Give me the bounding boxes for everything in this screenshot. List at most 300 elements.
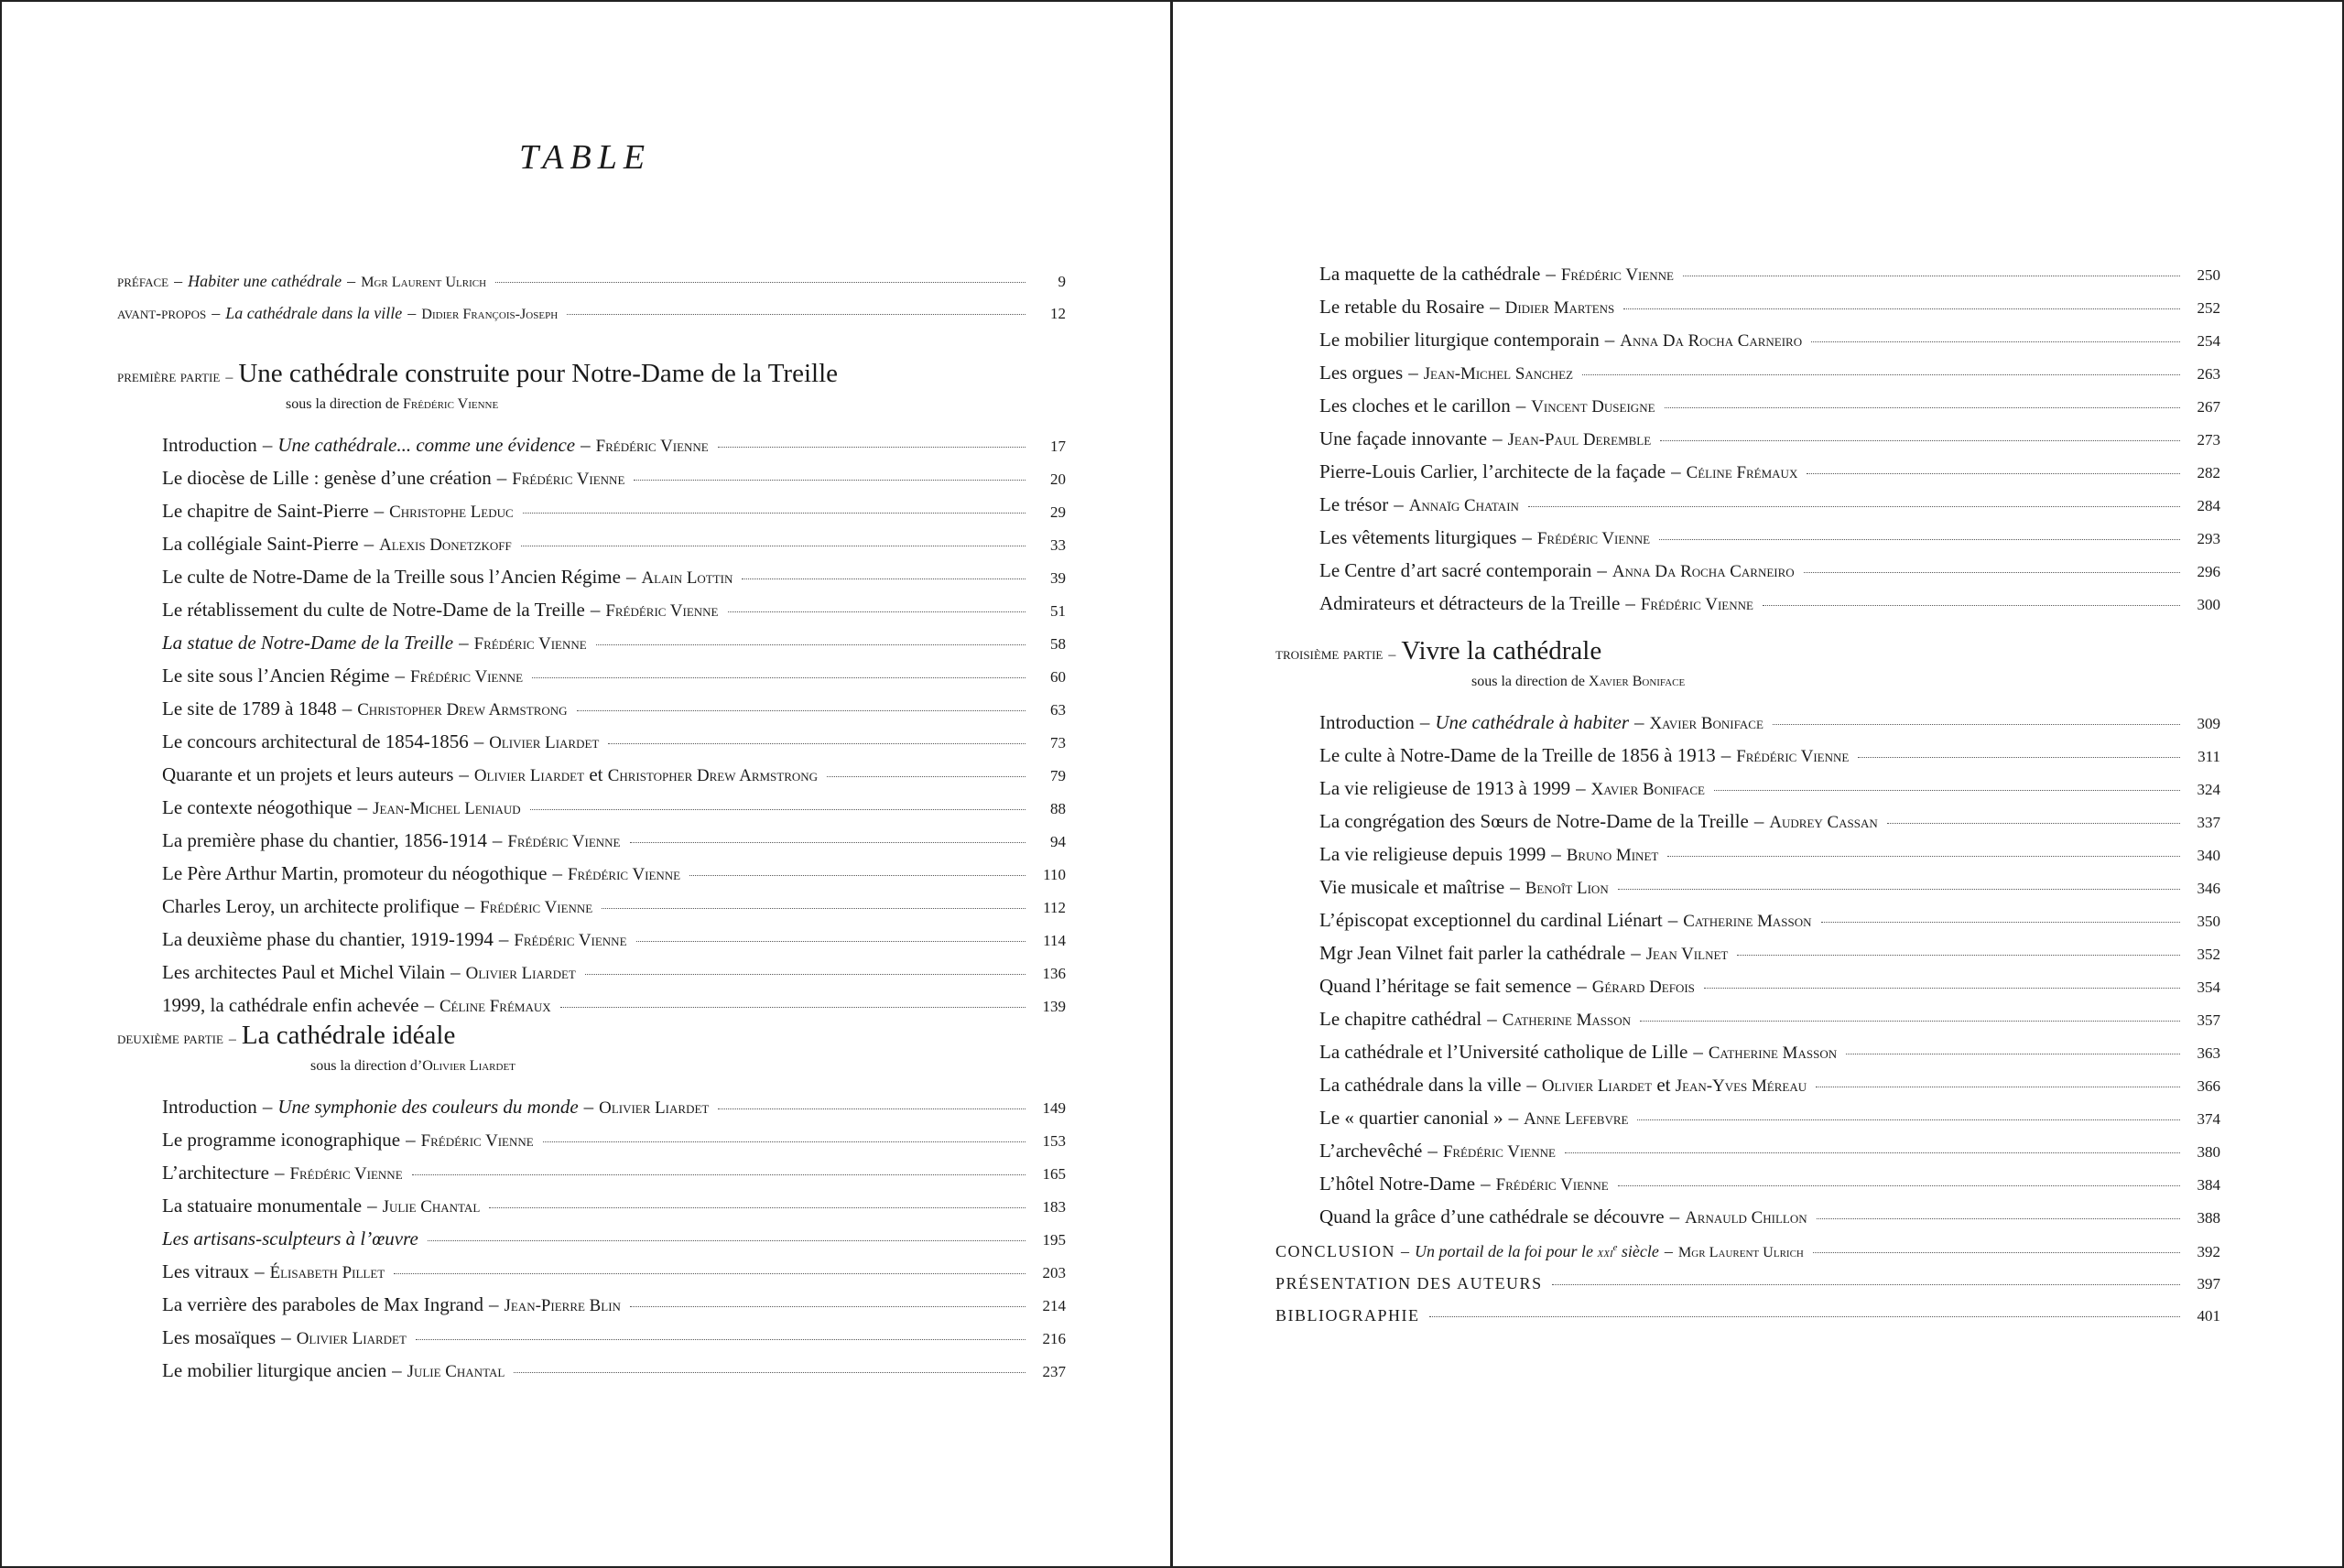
toc-entry[interactable]	[1319, 773, 2220, 806]
toc-entry[interactable]	[162, 726, 1066, 759]
entry-author: Frédéric Vienne	[595, 437, 709, 456]
toc-entry[interactable]	[162, 792, 1066, 825]
em-dash: –	[1669, 1206, 1680, 1227]
em-dash: –	[212, 304, 221, 322]
dot-leader	[1623, 308, 2180, 309]
dot-leader	[1858, 757, 2180, 758]
toc-entry[interactable]	[1319, 1168, 2220, 1201]
toc-entry[interactable]	[1319, 838, 2220, 871]
toc-entry[interactable]	[162, 759, 1066, 792]
dot-leader	[577, 710, 1026, 711]
entry-author: Frédéric Vienne	[473, 634, 587, 654]
entry-text	[162, 429, 709, 462]
entry-text	[1275, 1300, 1420, 1331]
dot-leader	[1660, 440, 2180, 441]
page-number: 366	[2197, 1077, 2220, 1095]
toc-entry[interactable]	[162, 989, 1066, 1022]
entry-text	[162, 759, 818, 792]
entry-text	[162, 891, 592, 924]
em-dash: –	[552, 862, 562, 884]
page-title: TABLE	[518, 138, 652, 177]
dot-leader	[596, 644, 1026, 645]
entry-author: Frédéric Vienne	[567, 865, 681, 884]
left-page	[0, 0, 1170, 1568]
toc-entry[interactable]	[1319, 970, 2220, 1003]
em-dash: –	[374, 500, 385, 522]
page-number: 392	[2197, 1243, 2220, 1260]
dot-leader	[1817, 1218, 2180, 1219]
em-dash: –	[1427, 1140, 1438, 1162]
entry-author: Frédéric Vienne	[605, 601, 719, 621]
em-dash: –	[1394, 493, 1404, 515]
dot-leader	[634, 480, 1026, 481]
toc-entry[interactable]	[1319, 937, 2220, 970]
em-dash: –	[1492, 427, 1503, 449]
page-number: 136	[1042, 965, 1066, 982]
toc-entry[interactable]	[1319, 1003, 2220, 1036]
em-dash: –	[1753, 810, 1764, 832]
entry-author: Xavier Boniface	[1590, 780, 1705, 799]
toc-entry[interactable]	[1319, 1135, 2220, 1168]
entry-title: 1999, la cathédrale enfin achevée	[162, 994, 419, 1016]
page-number: 282	[2197, 464, 2220, 481]
entry-text	[162, 528, 512, 561]
entry-title: Le chapitre de Saint-Pierre	[162, 500, 369, 522]
entry-text	[1319, 357, 1573, 390]
part-label: première partie	[117, 367, 221, 385]
century-suffix: e	[1612, 1242, 1618, 1253]
entry-list	[162, 429, 1066, 1022]
entry-title: La deuxième phase du chantier, 1919-1994	[162, 928, 494, 950]
entry-text	[1319, 291, 1614, 324]
em-dash: –	[581, 434, 591, 456]
dot-leader	[394, 1273, 1026, 1274]
entry-text	[1319, 1069, 1807, 1102]
entry-label: CONCLUSION	[1275, 1242, 1396, 1260]
em-dash: –	[459, 632, 469, 654]
entry-title: Admirateurs et détracteurs de la Treille	[1319, 592, 1621, 614]
page-number: 60	[1050, 668, 1066, 686]
dot-leader	[1618, 1185, 2180, 1186]
toc-entry[interactable]	[1319, 904, 2220, 937]
entry-title: Les artisans-sculpteurs à l’œuvre	[162, 1227, 418, 1249]
entry-title: Le culte à Notre-Dame de la Treille de 1856 à 1913	[1319, 744, 1716, 766]
entry-author: Anna Da Rocha Carneiro	[1620, 331, 1803, 351]
entry-title: Quarante et un projets et leurs auteurs	[162, 763, 454, 785]
editor-prefix: sous la direction de	[1471, 674, 1585, 689]
em-dash: –	[498, 928, 509, 950]
em-dash: –	[395, 665, 405, 687]
em-dash: –	[275, 1162, 285, 1184]
entry-title: L’archevêché	[1319, 1140, 1423, 1162]
entry-subtitle: La cathédrale dans la ville	[225, 304, 403, 322]
entry-text	[1319, 258, 1674, 291]
entry-author: Gérard Defois	[1591, 978, 1695, 997]
toc-entry[interactable]	[1319, 1069, 2220, 1102]
entry-text	[1319, 1135, 1556, 1168]
em-dash: –	[1693, 1041, 1703, 1063]
page-number: 380	[2197, 1143, 2220, 1161]
dot-leader	[1659, 539, 2180, 540]
toc-entry[interactable]	[162, 495, 1066, 528]
em-dash: –	[464, 895, 475, 917]
toc-entry[interactable]	[1319, 707, 2220, 740]
dot-leader	[1807, 473, 2180, 474]
entry-text	[162, 989, 551, 1022]
page-number: 29	[1050, 503, 1066, 521]
dot-leader	[1582, 374, 2180, 375]
entry-title: Le mobilier liturgique contemporain	[1319, 329, 1600, 351]
page-number: 267	[2197, 398, 2220, 416]
em-dash: –	[364, 533, 374, 555]
entry-title: Introduction	[162, 1096, 257, 1118]
entry-title: Le culte de Notre-Dame de la Treille sous l’Ancien Régime	[162, 566, 621, 588]
toc-entry[interactable]	[162, 858, 1066, 891]
toc-entry[interactable]	[1319, 390, 2220, 423]
toc-entry[interactable]	[1319, 423, 2220, 456]
em-dash: –	[367, 1195, 377, 1217]
dot-leader	[532, 677, 1026, 678]
entry-author: Anna Da Rocha Carneiro	[1612, 562, 1795, 581]
em-dash: –	[174, 272, 183, 290]
entry-list	[162, 1091, 1066, 1388]
dot-leader	[636, 941, 1026, 942]
entry-title: Les orgues	[1319, 362, 1404, 384]
entry-title: Le mobilier liturgique ancien	[162, 1359, 387, 1381]
em-dash: –	[459, 763, 469, 785]
entry-text	[1319, 740, 1849, 773]
entry-text	[162, 1157, 403, 1190]
page-number: 254	[2197, 332, 2220, 350]
entry-author: Anne Lefebvre	[1524, 1109, 1629, 1129]
toc-entry[interactable]	[162, 1289, 1066, 1322]
entry-title: Une façade innovante	[1319, 427, 1488, 449]
em-dash: –	[1671, 460, 1681, 482]
page-number: 33	[1050, 536, 1066, 554]
entry-text	[162, 660, 523, 693]
part-heading	[117, 1019, 1066, 1056]
page-number: 237	[1042, 1363, 1066, 1380]
entry-title: Quand la grâce d’une cathédrale se découvre	[1319, 1206, 1665, 1227]
entry-title: Vie musicale et maîtrise	[1319, 876, 1505, 898]
entry-author: Frédéric Vienne	[1640, 595, 1753, 614]
em-dash: –	[1401, 1242, 1410, 1260]
toc-entry[interactable]	[1319, 357, 2220, 390]
em-dash: –	[1634, 711, 1644, 733]
entry-text	[1319, 707, 1763, 740]
toc-entry[interactable]	[162, 924, 1066, 957]
entry-author: Jean Vilnet	[1645, 945, 1729, 964]
page-number: 309	[2197, 715, 2220, 732]
page-number: 73	[1050, 734, 1066, 752]
entry-label: PRÉSENTATION DES AUTEURS	[1275, 1274, 1543, 1292]
dot-leader	[1618, 889, 2180, 890]
dot-leader	[1821, 922, 2180, 923]
entry-subtitle	[1415, 1242, 1659, 1260]
entry-text	[162, 1355, 505, 1388]
entry-text	[1319, 588, 1753, 621]
dot-leader	[1667, 856, 2180, 857]
toc-entry[interactable]	[1319, 489, 2220, 522]
em-dash: –	[1576, 777, 1586, 799]
editor-name: Olivier Liardet	[422, 1058, 515, 1074]
em-dash: –	[1551, 843, 1561, 865]
part-editor	[310, 1056, 1066, 1076]
toc-entry[interactable]	[162, 1091, 1066, 1124]
dot-leader	[412, 1174, 1026, 1175]
part-three	[1275, 634, 2220, 1234]
toc-entry[interactable]	[162, 1124, 1066, 1157]
em-dash: –	[473, 730, 484, 752]
em-dash: –	[1604, 329, 1615, 351]
entry-author: Frédéric Vienne	[409, 667, 524, 687]
em-dash: –	[225, 370, 233, 385]
toc-entry[interactable]	[1319, 555, 2220, 588]
page-number: 114	[1043, 932, 1066, 949]
toc-entry[interactable]	[162, 660, 1066, 693]
toc-entry[interactable]	[162, 1256, 1066, 1289]
dot-leader	[416, 1339, 1026, 1340]
entry-author: Mgr Laurent Ulrich	[1677, 1244, 1804, 1260]
page-number: 17	[1050, 438, 1066, 455]
page-number: 337	[2197, 814, 2220, 831]
toc-entry[interactable]	[1319, 324, 2220, 357]
toc-entry[interactable]	[162, 594, 1066, 627]
page-number: 250	[2197, 266, 2220, 284]
entry-text	[1319, 390, 1655, 423]
century-numeral: xxi	[1597, 1244, 1613, 1260]
toc-entry[interactable]	[162, 1190, 1066, 1223]
entry-title: Introduction	[1319, 711, 1415, 733]
entry-text	[1319, 456, 1797, 489]
entry-title: La première phase du chantier, 1856-1914	[162, 829, 487, 851]
toc-entry[interactable]	[162, 957, 1066, 989]
dot-leader	[428, 1240, 1026, 1241]
page-number: 79	[1050, 767, 1066, 784]
entry-title: Le site sous l’Ancien Régime	[162, 665, 390, 687]
entry-title: Les vitraux	[162, 1260, 250, 1282]
em-dash: –	[262, 1096, 273, 1118]
entry-title: Le Centre d’art sacré contemporain	[1319, 559, 1592, 581]
toc-entry[interactable]	[1319, 1201, 2220, 1234]
entry-author: Frédéric Vienne	[1536, 529, 1651, 548]
dot-leader	[567, 314, 1026, 315]
part-two-continued	[1319, 258, 2220, 621]
toc-entry[interactable]	[162, 1322, 1066, 1355]
toc-entry[interactable]	[1319, 740, 2220, 773]
entry-text	[1319, 489, 1519, 522]
em-dash: –	[392, 1359, 402, 1381]
back-entry[interactable]	[1275, 1300, 2220, 1332]
entry-text	[162, 462, 624, 495]
entry-text	[1319, 423, 1651, 456]
dot-leader	[718, 447, 1026, 448]
toc-entry[interactable]	[162, 561, 1066, 594]
back-entry[interactable]	[1275, 1268, 2220, 1300]
page-number: 357	[2197, 1011, 2220, 1029]
entry-author: Xavier Boniface	[1649, 714, 1763, 733]
entry-subtitle: Une symphonie des couleurs du monde	[277, 1096, 579, 1118]
entry-text	[162, 924, 627, 957]
em-dash: –	[1526, 1074, 1536, 1096]
entry-title: Les architectes Paul et Michel Vilain	[162, 961, 446, 983]
toc-entry[interactable]	[1319, 522, 2220, 555]
entry-title: Pierre-Louis Carlier, l’architecte de la façade	[1319, 460, 1666, 482]
entry-text	[162, 693, 568, 726]
part-one	[117, 357, 1066, 1022]
dot-leader	[630, 842, 1026, 843]
dot-leader	[543, 1141, 1026, 1142]
dot-leader	[1804, 572, 2180, 573]
front-entry[interactable]	[117, 265, 1066, 297]
page-number: 284	[2197, 497, 2220, 514]
toc-entry[interactable]	[162, 825, 1066, 858]
page-number: 397	[2197, 1275, 2220, 1292]
page-number: 195	[1042, 1231, 1066, 1249]
dot-leader	[718, 1108, 1026, 1109]
em-dash: –	[1577, 975, 1587, 997]
toc-entry[interactable]	[162, 1223, 1066, 1256]
toc-entry[interactable]	[162, 528, 1066, 561]
em-dash: –	[1408, 362, 1418, 384]
entry-title: La vie religieuse de 1913 à 1999	[1319, 777, 1571, 799]
entry-text	[1319, 937, 1728, 970]
toc-entry[interactable]	[162, 891, 1066, 924]
entry-author: Céline Frémaux	[439, 997, 551, 1016]
entry-label: avant-propos	[117, 304, 207, 322]
entry-title: Les cloches et le carillon	[1319, 395, 1511, 416]
toc-entry[interactable]	[162, 462, 1066, 495]
page-number: 352	[2197, 946, 2220, 963]
entry-title: La collégiale Saint-Pierre	[162, 533, 359, 555]
page-number: 350	[2197, 913, 2220, 930]
entry-text	[162, 561, 732, 594]
em-dash: –	[1546, 263, 1556, 285]
entry-author: Julie Chantal	[407, 1362, 505, 1381]
part-two	[117, 1019, 1066, 1388]
entry-author: Olivier Liardet	[465, 964, 576, 983]
entry-author: Olivier Liardet	[296, 1329, 407, 1348]
toc-entry[interactable]	[162, 1157, 1066, 1190]
toc-entry[interactable]	[1319, 258, 2220, 291]
entry-text	[1319, 1102, 1628, 1135]
em-dash: –	[342, 697, 353, 719]
em-dash: –	[424, 994, 434, 1016]
em-dash: –	[1419, 711, 1430, 733]
entry-author: Catherine Masson	[1708, 1044, 1838, 1063]
editor-prefix: sous la direction d’	[310, 1058, 423, 1074]
dot-leader	[630, 1306, 1026, 1307]
toc-entry[interactable]	[162, 693, 1066, 726]
em-dash: –	[1720, 744, 1731, 766]
entry-author: Catherine Masson	[1683, 912, 1812, 931]
page-number: 94	[1050, 833, 1066, 850]
page-number: 296	[2197, 563, 2220, 580]
back-entry[interactable]	[1275, 1232, 2220, 1268]
toc-entry[interactable]	[162, 429, 1066, 462]
entry-author: Didier François-Joseph	[421, 306, 559, 322]
entry-author: Frédéric Vienne	[507, 832, 621, 851]
page-number: 263	[2197, 365, 2220, 383]
entry-title: La cathédrale et l’Université catholique de Lille	[1319, 1041, 1688, 1063]
dot-leader	[1811, 341, 2180, 342]
entry-subtitle: Habiter une cathédrale	[188, 272, 342, 290]
dot-leader	[1429, 1316, 2181, 1317]
toc-entry[interactable]	[1319, 806, 2220, 838]
entry-author: Arnauld Chillon	[1685, 1208, 1807, 1227]
entry-text	[162, 1091, 709, 1124]
entry-author: Alexis Donetzkoff	[379, 535, 512, 555]
editor-name: Xavier Boniface	[1588, 674, 1686, 689]
em-dash: –	[1631, 942, 1641, 964]
toc-entry[interactable]	[1319, 456, 2220, 489]
em-dash: –	[1508, 1107, 1519, 1129]
page-number: 214	[1042, 1297, 1066, 1314]
dot-leader	[495, 282, 1026, 283]
toc-entry[interactable]	[1319, 588, 2220, 621]
entry-author: Frédéric Vienne	[1560, 265, 1674, 285]
em-dash: –	[1490, 296, 1500, 318]
em-dash: –	[489, 1293, 499, 1315]
entry-text	[1319, 871, 1609, 904]
entry-title: Charles Leroy, un architecte prolifique	[162, 895, 460, 917]
entry-joiner: et	[589, 763, 603, 785]
dot-leader	[1704, 988, 2180, 989]
entry-title: Mgr Jean Vilnet fait parler la cathédrale	[1319, 942, 1626, 964]
em-dash: –	[583, 1096, 594, 1118]
dot-leader	[689, 875, 1026, 876]
toc-entry[interactable]	[1319, 871, 2220, 904]
em-dash: –	[1510, 876, 1520, 898]
toc-entry[interactable]	[1319, 1102, 2220, 1135]
entry-author: Jean-Michel Sanchez	[1423, 364, 1574, 384]
entry-text	[162, 1124, 534, 1157]
entry-text	[162, 792, 521, 825]
page-number: 110	[1043, 866, 1066, 883]
page-number: 293	[2197, 530, 2220, 547]
entry-title: L’épiscopat exceptionnel du cardinal Liénart	[1319, 909, 1663, 931]
toc-entry[interactable]	[1319, 1036, 2220, 1069]
page-number: 203	[1042, 1264, 1066, 1281]
front-entry[interactable]	[117, 297, 1066, 330]
toc-entry[interactable]	[162, 1355, 1066, 1388]
entry-text	[162, 858, 680, 891]
entry-author: Jean-Pierre Blin	[504, 1296, 621, 1315]
entry-author: Frédéric Vienne	[420, 1131, 534, 1151]
toc-entry[interactable]	[1319, 291, 2220, 324]
toc-entry[interactable]	[162, 627, 1066, 660]
entry-author: Frédéric Vienne	[512, 470, 625, 489]
entry-text	[162, 594, 719, 627]
entry-text	[162, 957, 576, 989]
entry-text	[117, 265, 486, 297]
em-dash: –	[1487, 1008, 1497, 1030]
entry-author: Frédéric Vienne	[289, 1164, 403, 1184]
entry-text	[1319, 904, 1812, 937]
em-dash: –	[357, 796, 368, 818]
entry-text	[1275, 1232, 1804, 1268]
part-editor	[1471, 672, 2220, 692]
entry-title: Quand l’héritage se fait semence	[1319, 975, 1572, 997]
entry-author: Audrey Cassan	[1769, 813, 1878, 832]
subtitle-part: siècle	[1617, 1242, 1659, 1260]
page-number: 63	[1050, 701, 1066, 719]
entry-text	[1275, 1268, 1543, 1299]
em-dash: –	[407, 304, 417, 322]
entry-author: Christopher Drew Armstrong	[357, 700, 568, 719]
entry-text	[162, 1322, 407, 1355]
em-dash: –	[590, 599, 601, 621]
